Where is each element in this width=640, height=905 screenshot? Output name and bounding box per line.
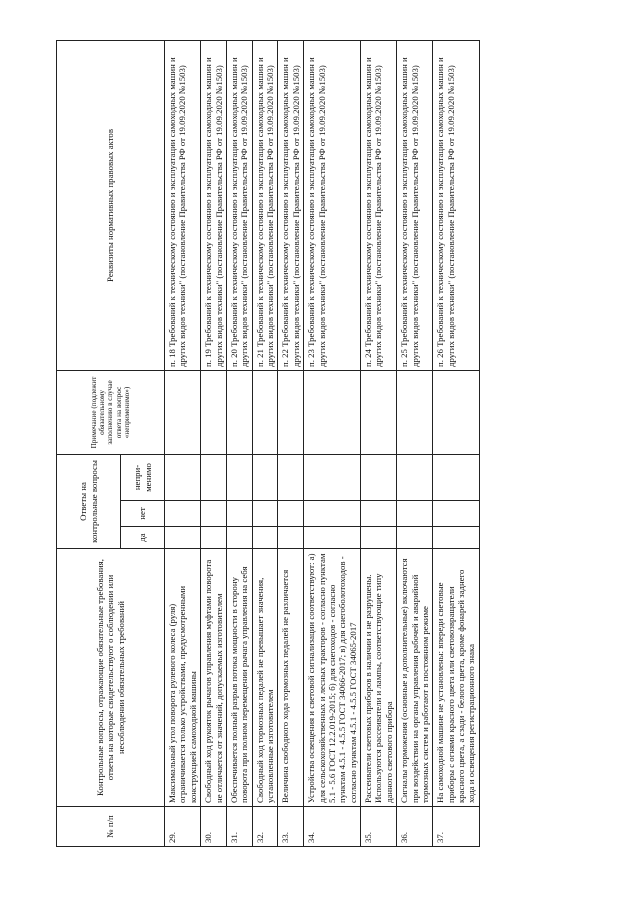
row-requisites: п. 21 Требований к техническому состоянию и эксплуатации самоходных машин и других видов техники" (постановление Правительства РФ от 19.09.2020 №1503): [252, 40, 278, 370]
answer-na-cell[interactable]: [361, 454, 397, 500]
table-row: [201, 40, 227, 846]
row-requisites: п. 25 Требований к техническому состоянию и эксплуатации самоходных машин и других видов техники" (постановление Правительства РФ от 19.09.2020 №1503): [397, 40, 433, 370]
row-requisites: п. 23 Требований к техническому состоянию и эксплуатации самоходных машин и других видов техники" (постановление Правительства РФ от 19.09.2020 №1503): [304, 40, 361, 370]
answer-na-cell[interactable]: [201, 454, 227, 500]
table-row: [226, 40, 252, 846]
answer-no-cell[interactable]: [165, 501, 201, 527]
row-number: 29.: [165, 807, 201, 847]
row-question: Обеспечивается полный разрыв потока мощности в сторону поворота при полном перемещении рычага управления на себя: [226, 549, 252, 807]
row-number: 33.: [278, 807, 304, 847]
answer-yes-cell[interactable]: [165, 527, 201, 549]
note-cell[interactable]: [361, 370, 397, 454]
answer-no-cell[interactable]: [433, 501, 480, 527]
header-not-applicable: непри-менимо: [121, 454, 165, 500]
note-cell[interactable]: [433, 370, 480, 454]
answer-na-cell[interactable]: [165, 454, 201, 500]
answer-yes-cell[interactable]: [278, 527, 304, 549]
answer-yes-cell[interactable]: [201, 527, 227, 549]
header-yes: да: [121, 527, 165, 549]
row-number: 36.: [397, 807, 433, 847]
table-body: [165, 40, 480, 846]
row-number: 37.: [433, 807, 480, 847]
answer-no-cell[interactable]: [397, 501, 433, 527]
note-cell[interactable]: [226, 370, 252, 454]
answer-na-cell[interactable]: [304, 454, 361, 500]
answer-yes-cell[interactable]: [226, 527, 252, 549]
row-question: Устройства освещения и световой сигнализации соответствуют: а) для сельскохозяйственных и лесных тракторов - согласно пунктам 5.1 - 5.6 ГОСТ 12.2.019-2015; б) для снегоходов - согласно пунктам 4.5.1 - 4.5.5 ГОСТ 34066-2017; в) для снегоболотоходов - согласно пунктам 4.5.1 - 4.5.5 ГОСТ 34065-2017: [304, 549, 361, 807]
row-question: Сигналы торможения (основные и дополнительные) включаются при воздействии на органы управления рабочей и аварийной тормозных систем и работают в постоянном режиме: [397, 549, 433, 807]
table-row: [361, 40, 397, 846]
row-requisites: п. 26 Требований к техническому состоянию и эксплуатации самоходных машин и других видов техники" (постановление Правительства РФ от 19.09.2020 №1503): [433, 40, 480, 370]
row-number: 34.: [304, 807, 361, 847]
answer-no-cell[interactable]: [201, 501, 227, 527]
answer-yes-cell[interactable]: [252, 527, 278, 549]
row-requisites: п. 18 Требований к техническому состоянию и эксплуатации самоходных машин и других видов техники" (постановление Правительства РФ от 19.09.2020 №1503): [165, 40, 201, 370]
header-num: № п/п: [57, 807, 165, 847]
checklist-table: [56, 40, 480, 847]
table-row: [304, 40, 361, 846]
row-number: 32.: [252, 807, 278, 847]
row-question: На самоходной машине не установлены: впереди световые приборы с огнями красного цвета или световозвращатели красного цвета, а сзади - белого цвета, кроме фонарей заднего хода и освещения регистрационного знака: [433, 549, 480, 807]
header-question: Контрольные вопросы, отражающие обязательные требования, ответы на которые свидетельствуют о соблюдении или несоблюдении обязательных требований: [57, 549, 165, 807]
note-cell[interactable]: [165, 370, 201, 454]
row-question: Величина свободного хода тормозных педалей не различается: [278, 549, 304, 807]
answer-na-cell[interactable]: [226, 454, 252, 500]
header-requisites: Реквизиты нормативных правовых актов: [57, 40, 165, 370]
answer-no-cell[interactable]: [278, 501, 304, 527]
table-row: [397, 40, 433, 846]
header-note: Примечание (подлежит обязательному заполнению в случае ответа на вопрос «неприменимо»): [57, 370, 165, 454]
row-requisites: п. 22 Требований к техническому состоянию и эксплуатации самоходных машин и других видов техники" (постановление Правительства РФ от 19.09.2020 №1503): [278, 40, 304, 370]
answer-no-cell[interactable]: [304, 501, 361, 527]
row-requisites: п. 19 Требований к техническому состоянию и эксплуатации самоходных машин и других видов техники" (постановление Правительства РФ от 19.09.2020 №1503): [201, 40, 227, 370]
answer-no-cell[interactable]: [252, 501, 278, 527]
answer-na-cell[interactable]: [252, 454, 278, 500]
note-cell[interactable]: [397, 370, 433, 454]
table-row: [252, 40, 278, 846]
answer-no-cell[interactable]: [226, 501, 252, 527]
note-cell[interactable]: [278, 370, 304, 454]
answer-yes-cell[interactable]: [361, 527, 397, 549]
table-row: [278, 40, 304, 846]
row-question: Свободный ход тормозных педалей не превышает значения, установленные изготовителем: [252, 549, 278, 807]
row-requisites: п. 20 Требований к техническому состоянию и эксплуатации самоходных машин и других видов техники" (постановление Правительства РФ от 19.09.2020 №1503): [226, 40, 252, 370]
note-cell[interactable]: [252, 370, 278, 454]
row-number: 31.: [226, 807, 252, 847]
answer-na-cell[interactable]: [433, 454, 480, 500]
answer-na-cell[interactable]: [278, 454, 304, 500]
note-cell[interactable]: [304, 370, 361, 454]
table-header: [57, 40, 165, 846]
note-cell[interactable]: [201, 370, 227, 454]
row-requisites: п. 24 Требований к техническому состоянию и эксплуатации самоходных машин и других видов техники" (постановление Правительства РФ от 19.09.2020 №1503): [361, 40, 397, 370]
table-row: [165, 40, 201, 846]
answer-yes-cell[interactable]: [304, 527, 361, 549]
row-question: Свободный ход рукояток рычагов управления муфтами поворота не отличается от значений, допускаемых изготовителем: [201, 549, 227, 807]
row-question: Рассеиватели световых приборов в наличии и не разрушены. Используются рассеиватели и лампы, соответствующие типу данного светового прибора: [361, 549, 397, 807]
row-question: Максимальный угол поворота рулевого колеса (руля) ограничивается только устройствами, предусмотренными конструкцией самоходной машины: [165, 549, 201, 807]
answer-no-cell[interactable]: [361, 501, 397, 527]
table-row: [433, 40, 480, 846]
row-number: 35.: [361, 807, 397, 847]
answer-na-cell[interactable]: [397, 454, 433, 500]
answer-yes-cell[interactable]: [397, 527, 433, 549]
answer-yes-cell[interactable]: [433, 527, 480, 549]
header-answers: Ответы на контрольные вопросы: [57, 454, 121, 548]
row-number: 30.: [201, 807, 227, 847]
header-no: нет: [121, 501, 165, 527]
